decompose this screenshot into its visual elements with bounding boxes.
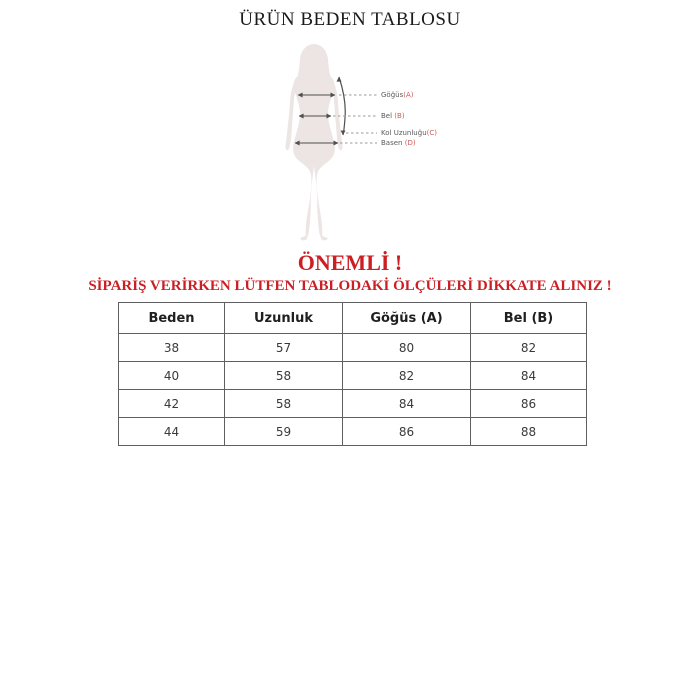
cell-bel: 84 xyxy=(471,362,587,390)
page-title: ÜRÜN BEDEN TABLOSU xyxy=(239,9,461,30)
cell-uzunluk: 57 xyxy=(225,334,343,362)
measurement-diagram xyxy=(270,42,470,242)
table-row xyxy=(119,334,587,362)
measure-label-hip xyxy=(381,139,416,147)
cell-uzunluk: 58 xyxy=(225,362,343,390)
cell-beden: 44 xyxy=(119,418,225,446)
cell-uzunluk: 59 xyxy=(225,418,343,446)
measure-label-arm-length xyxy=(381,129,437,137)
silhouette-body xyxy=(293,66,335,240)
cell-gogus: 84 xyxy=(343,390,471,418)
header-beden: Beden xyxy=(119,303,225,334)
measure-label-text: Basen xyxy=(381,139,403,147)
cell-beden: 38 xyxy=(119,334,225,362)
table-row xyxy=(119,390,587,418)
measure-label-waist xyxy=(381,112,405,120)
cell-bel: 88 xyxy=(471,418,587,446)
header-uzunluk: Uzunluk xyxy=(225,303,343,334)
measure-label-code: (D) xyxy=(404,139,416,147)
measure-label-chest xyxy=(381,91,414,99)
table-row xyxy=(119,362,587,390)
cell-beden: 42 xyxy=(119,390,225,418)
cell-uzunluk: 58 xyxy=(225,390,343,418)
table-row xyxy=(119,418,587,446)
measure-label-code: (A) xyxy=(403,91,414,99)
cell-bel: 86 xyxy=(471,390,587,418)
measure-label-code: (B) xyxy=(394,112,405,120)
cell-beden: 40 xyxy=(119,362,225,390)
cell-gogus: 82 xyxy=(343,362,471,390)
size-table-header-row xyxy=(119,303,587,334)
cell-gogus: 80 xyxy=(343,334,471,362)
figure-silhouette-svg xyxy=(270,42,470,242)
order-warning-text: SİPARİŞ VERİRKEN LÜTFEN TABLODAKİ ÖLÇÜLERİ DİKKATE ALINIZ ! xyxy=(88,278,612,294)
header-gogus: Göğüs (A) xyxy=(343,303,471,334)
measure-label-code: (C) xyxy=(426,129,437,137)
header-bel: Bel (B) xyxy=(471,303,587,334)
cell-gogus: 86 xyxy=(343,418,471,446)
size-table xyxy=(118,302,587,446)
measure-label-text: Kol Uzunluğu xyxy=(381,129,427,137)
measure-label-text: Bel xyxy=(381,112,393,120)
cell-bel: 82 xyxy=(471,334,587,362)
important-heading: ÖNEMLİ ! xyxy=(297,250,403,275)
measure-label-text: Göğüs xyxy=(381,91,404,99)
